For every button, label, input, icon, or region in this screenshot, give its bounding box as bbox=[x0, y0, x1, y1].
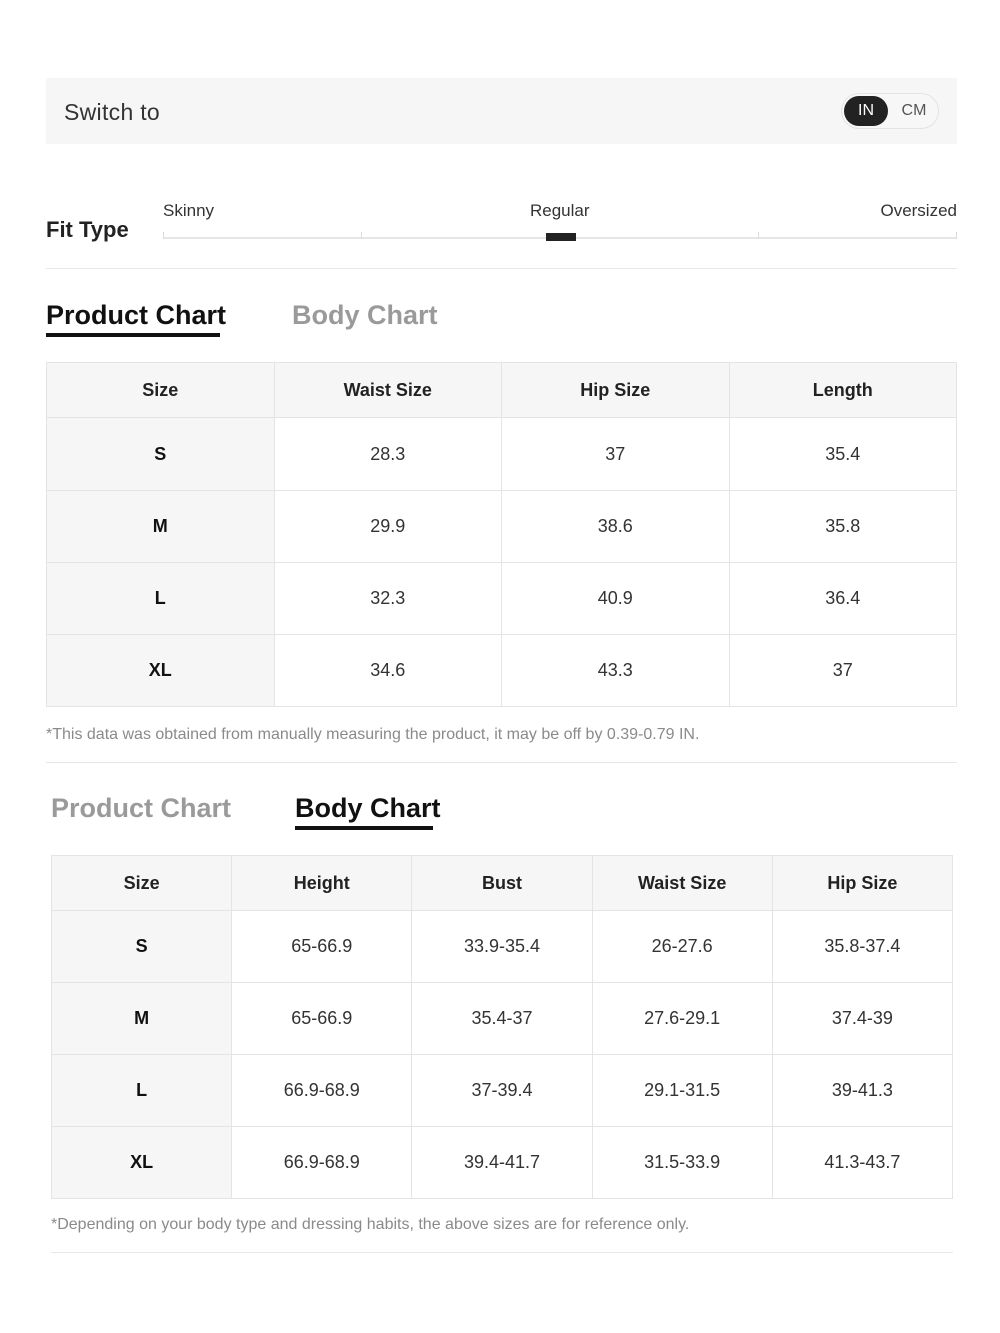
table-cell: 34.6 bbox=[274, 635, 502, 707]
table-cell: 36.4 bbox=[729, 563, 957, 635]
table-cell: 39-41.3 bbox=[772, 1055, 952, 1127]
table-cell: 28.3 bbox=[274, 418, 502, 491]
table-cell: 66.9-68.9 bbox=[232, 1055, 412, 1127]
table-cell: 38.6 bbox=[502, 491, 730, 563]
table-cell: 27.6-29.1 bbox=[592, 983, 772, 1055]
table-cell: 66.9-68.9 bbox=[232, 1127, 412, 1199]
tab-body-chart[interactable]: Body Chart bbox=[292, 300, 438, 330]
table-cell: 35.8-37.4 bbox=[772, 911, 952, 983]
table-row bbox=[52, 1055, 953, 1127]
table-cell: 32.3 bbox=[274, 563, 502, 635]
column-header: Hip Size bbox=[502, 363, 730, 418]
table-cell: 33.9-35.4 bbox=[412, 911, 592, 983]
fit-scale-tick bbox=[361, 232, 362, 239]
size-cell: L bbox=[47, 563, 275, 635]
size-cell: L bbox=[52, 1055, 232, 1127]
unit-switch-bar bbox=[46, 78, 957, 144]
active-tab-underline bbox=[295, 826, 433, 830]
switch-label: Switch to bbox=[64, 99, 161, 125]
body-reference-note: *Depending on your body type and dressing habits, the above sizes are for reference only. bbox=[51, 1216, 690, 1233]
column-header: Size bbox=[52, 856, 232, 911]
divider bbox=[51, 1252, 953, 1253]
table-cell: 37 bbox=[729, 635, 957, 707]
table-cell: 65-66.9 bbox=[232, 911, 412, 983]
column-header: Length bbox=[729, 363, 957, 418]
divider bbox=[46, 762, 957, 763]
table-cell: 35.4-37 bbox=[412, 983, 592, 1055]
fit-label-oversized: Oversized bbox=[880, 201, 957, 220]
unit-cm-option[interactable]: CM bbox=[901, 102, 927, 119]
table-cell: 37-39.4 bbox=[412, 1055, 592, 1127]
fit-label-skinny: Skinny bbox=[163, 201, 215, 220]
table-cell: 37.4-39 bbox=[772, 983, 952, 1055]
table-cell: 35.8 bbox=[729, 491, 957, 563]
tab-product-chart[interactable]: Product Chart bbox=[51, 793, 232, 823]
fit-scale-tick bbox=[758, 232, 759, 239]
table-cell: 65-66.9 bbox=[232, 983, 412, 1055]
size-cell: M bbox=[52, 983, 232, 1055]
table-header-row bbox=[52, 856, 953, 911]
table-cell: 29.9 bbox=[274, 491, 502, 563]
divider bbox=[46, 268, 957, 269]
table-row bbox=[47, 635, 957, 707]
tab-product-chart[interactable]: Product Chart bbox=[46, 300, 227, 330]
fit-label-regular: Regular bbox=[530, 201, 590, 220]
table-cell: 29.1-31.5 bbox=[592, 1055, 772, 1127]
table-row bbox=[52, 983, 953, 1055]
table-cell: 39.4-41.7 bbox=[412, 1127, 592, 1199]
table-cell: 31.5-33.9 bbox=[592, 1127, 772, 1199]
table-cell: 35.4 bbox=[729, 418, 957, 491]
table-row bbox=[47, 563, 957, 635]
column-header: Waist Size bbox=[274, 363, 502, 418]
active-tab-underline bbox=[46, 333, 220, 337]
column-header: Height bbox=[232, 856, 412, 911]
table-row bbox=[52, 911, 953, 983]
table-cell: 40.9 bbox=[502, 563, 730, 635]
table-row bbox=[47, 491, 957, 563]
column-header: Bust bbox=[412, 856, 592, 911]
body-size-table bbox=[51, 855, 953, 1199]
product-size-table bbox=[46, 362, 957, 707]
column-header: Waist Size bbox=[592, 856, 772, 911]
fit-scale-tick bbox=[163, 232, 164, 239]
size-cell: XL bbox=[52, 1127, 232, 1199]
fit-type-title: Fit Type bbox=[46, 217, 129, 242]
column-header: Size bbox=[47, 363, 275, 418]
product-measurement-note: *This data was obtained from manually measuring the product, it may be off by 0.39-0.79 IN. bbox=[46, 726, 700, 743]
table-header-row bbox=[47, 363, 957, 418]
size-cell: S bbox=[47, 418, 275, 491]
size-cell: M bbox=[47, 491, 275, 563]
table-row bbox=[47, 418, 957, 491]
fit-type-scale bbox=[163, 198, 957, 248]
table-cell: 43.3 bbox=[502, 635, 730, 707]
unit-in-option[interactable]: IN bbox=[844, 96, 888, 126]
tab-body-chart[interactable]: Body Chart bbox=[295, 793, 441, 823]
fit-scale-tick bbox=[956, 232, 957, 239]
table-cell: 26-27.6 bbox=[592, 911, 772, 983]
unit-toggle[interactable] bbox=[841, 93, 939, 129]
size-cell: S bbox=[52, 911, 232, 983]
table-cell: 41.3-43.7 bbox=[772, 1127, 952, 1199]
size-cell: XL bbox=[47, 635, 275, 707]
table-row bbox=[52, 1127, 953, 1199]
table-cell: 37 bbox=[502, 418, 730, 491]
fit-scale-marker bbox=[546, 233, 576, 241]
column-header: Hip Size bbox=[772, 856, 952, 911]
